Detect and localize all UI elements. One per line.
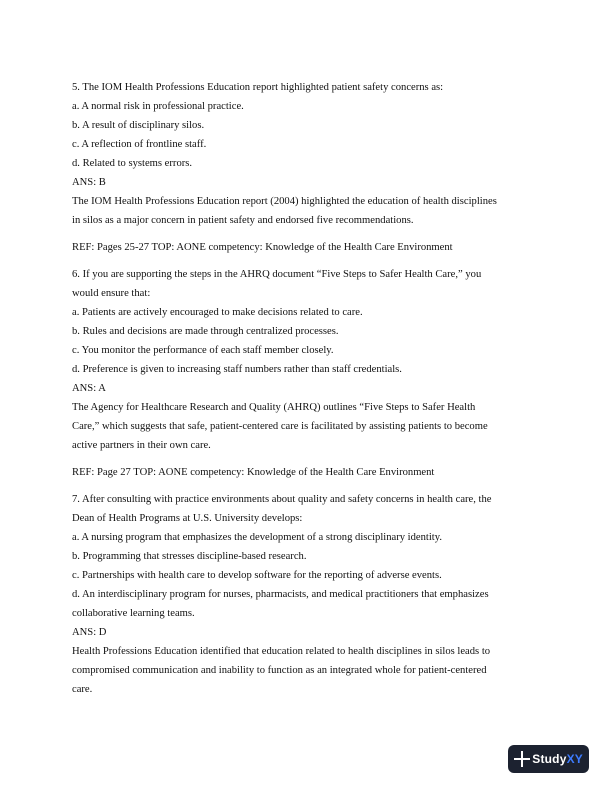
option-b: b. Rules and decisions are made through centralized processes. [72, 326, 339, 337]
logo-brand-accent: XY [566, 752, 583, 766]
question-text: 6. If you are supporting the steps in the AHRQ document “Five Steps to Safer Health Care,” you [72, 269, 482, 280]
option-d: d. An interdisciplinary program for nurses, pharmacists, and medical practitioners that emphasizes [72, 589, 489, 600]
reference-line: REF: Pages 25-27 TOP: AONE competency: Knowledge of the Health Care Environment [72, 242, 453, 253]
studyxy-logo[interactable] [508, 745, 589, 773]
option-d: collaborative learning teams. [72, 608, 195, 619]
question-5 [72, 78, 542, 257]
option-c: c. A reflection of frontline staff. [72, 139, 207, 150]
option-c: c. Partnerships with health care to develop software for the reporting of adverse events. [72, 570, 442, 581]
option-d: d. Related to systems errors. [72, 158, 193, 169]
question-text: Dean of Health Programs at U.S. University develops: [72, 513, 303, 524]
question-text: 7. After consulting with practice environments about quality and safety concerns in health care, the [72, 494, 492, 505]
rationale-line: active partners in their own care. [72, 440, 211, 451]
question-6 [72, 265, 542, 482]
question-text: would ensure that: [72, 288, 151, 299]
answer: ANS: D [72, 627, 107, 638]
option-a: a. Patients are actively encouraged to make decisions related to care. [72, 307, 363, 318]
option-a: a. A normal risk in professional practice. [72, 101, 244, 112]
document-page [72, 78, 542, 699]
answer: ANS: A [72, 383, 106, 394]
rationale-line: Health Professions Education identified that education related to health disciplines in silos leads to [72, 646, 491, 657]
option-a: a. A nursing program that emphasizes the development of a strong disciplinary identity. [72, 532, 443, 543]
option-b: b. Programming that stresses discipline-based research. [72, 551, 307, 562]
rationale-line: care. [72, 684, 93, 695]
reference-line: REF: Page 27 TOP: AONE competency: Knowledge of the Health Care Environment [72, 467, 435, 478]
answer: ANS: B [72, 177, 106, 188]
rationale-line: in silos as a major concern in patient safety and endorsed five recommendations. [72, 215, 414, 226]
question-7 [72, 490, 542, 699]
rationale-line: The IOM Health Professions Education report (2004) highlighted the education of health disciplines [72, 196, 497, 207]
plus-icon [514, 751, 528, 767]
option-d: d. Preference is given to increasing staff numbers rather than staff credentials. [72, 364, 402, 375]
question-text: 5. The IOM Health Professions Education report highlighted patient safety concerns as: [72, 82, 444, 93]
rationale-line: Care,” which suggests that safe, patient-centered care is facilitated by assisting patients to become [72, 421, 488, 432]
option-b: b. A result of disciplinary silos. [72, 120, 205, 131]
rationale-line: compromised communication and inability to function as an integrated whole for patient-centered [72, 665, 487, 676]
logo-brand-main: Study [532, 752, 567, 766]
logo-text [532, 752, 583, 766]
rationale-line: The Agency for Healthcare Research and Quality (AHRQ) outlines “Five Steps to Safer Health [72, 402, 476, 413]
option-c: c. You monitor the performance of each staff member closely. [72, 345, 334, 356]
